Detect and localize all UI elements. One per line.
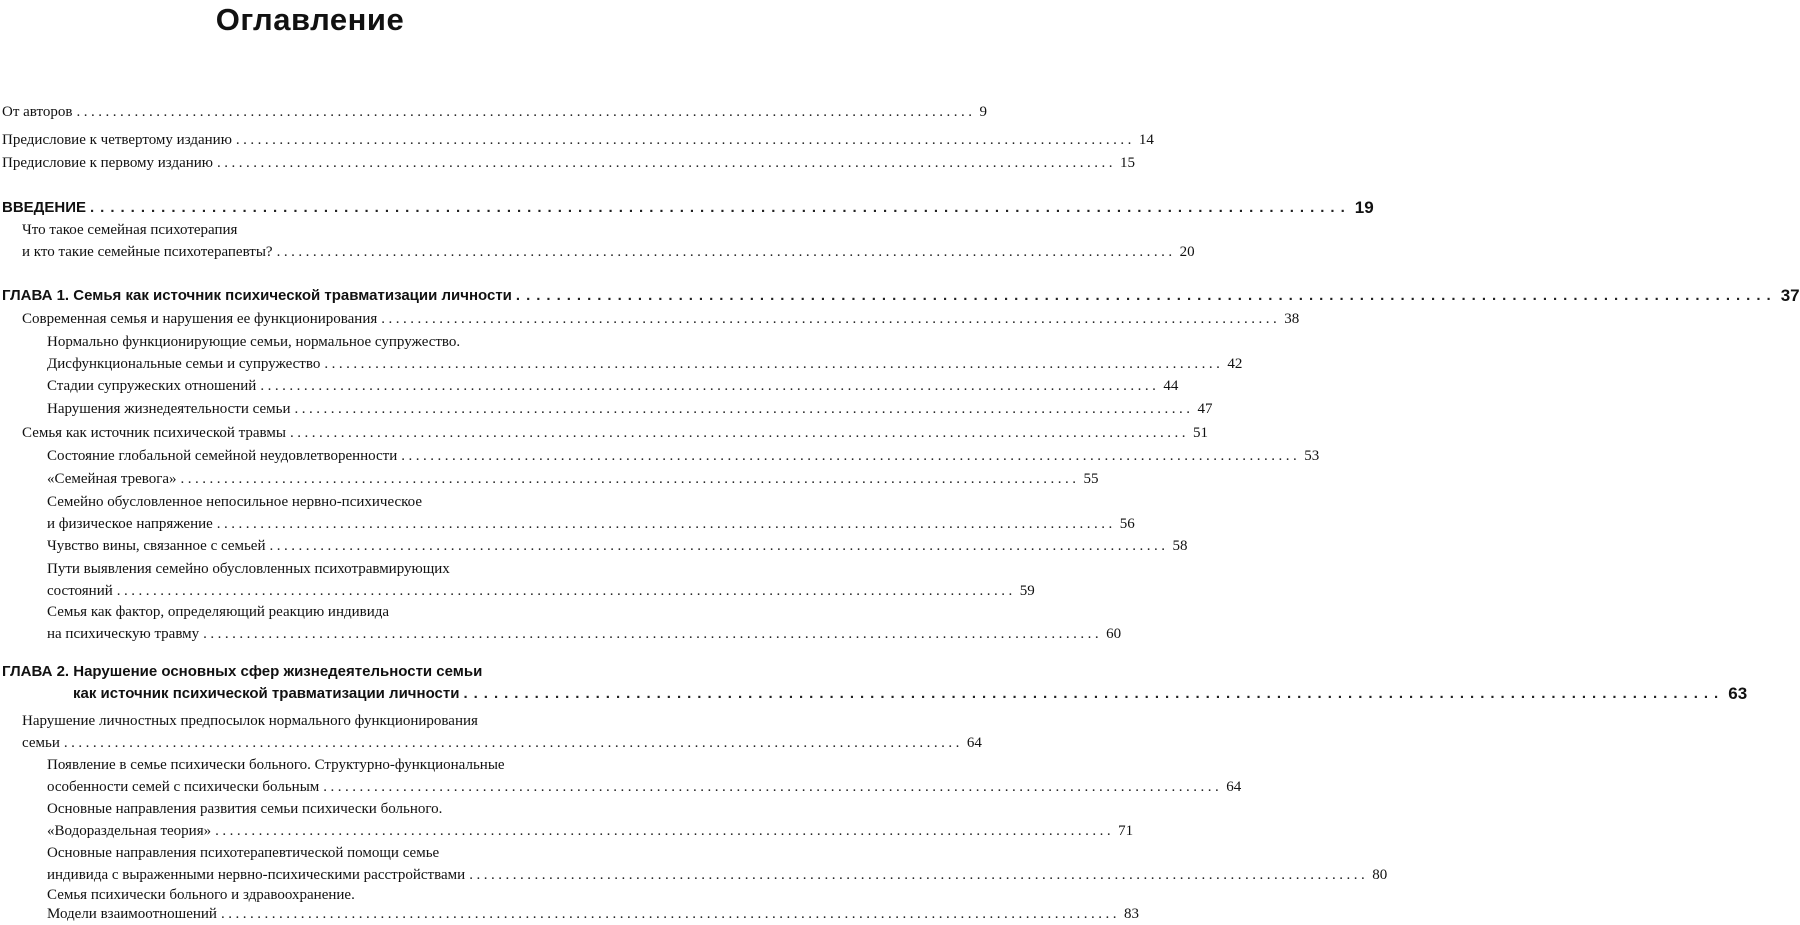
page-number: 19 bbox=[1354, 198, 1374, 217]
toc-entry-healthcare-models[interactable] bbox=[47, 884, 1139, 925]
page-number: 55 bbox=[1083, 471, 1099, 487]
toc-entry-psychotherapy-directions[interactable] bbox=[47, 842, 1388, 886]
entry-text-line1: Основные направления развития семьи психически больного. bbox=[47, 801, 443, 817]
toc-entry-mentally-ill-appearance[interactable] bbox=[47, 754, 1242, 798]
leader-dots: ............................................................................................................................ bbox=[203, 626, 1103, 642]
entry-text-line2: индивида с выраженными нервно-психическими расстройствами bbox=[47, 867, 466, 883]
entry-text-line1: Семья психически больного и здравоохранение. bbox=[47, 887, 355, 903]
page-number: 56 bbox=[1119, 516, 1135, 532]
entry-text-line2: на психическую травму bbox=[47, 626, 200, 642]
leader-dots: ............................................................................................................................ bbox=[116, 583, 1016, 599]
leader-dots: ............................................................................................................................ bbox=[235, 132, 1135, 148]
entry-text-line2: «Водораздельная теория» bbox=[47, 823, 212, 839]
toc-entry-personal-preconditions[interactable] bbox=[22, 710, 982, 754]
toc-entry-overstrain[interactable] bbox=[47, 491, 1135, 535]
page-number: 20 bbox=[1179, 244, 1195, 260]
leader-dots: ............................................................................................................................ bbox=[220, 906, 1120, 922]
toc-entry-development-directions[interactable] bbox=[47, 798, 1134, 842]
entry-text: От авторов bbox=[2, 104, 73, 120]
page-number: 37 bbox=[1780, 286, 1800, 305]
page-number: 63 bbox=[1728, 684, 1748, 703]
entry-text-line2: особенности семей с психически больным bbox=[47, 779, 320, 795]
entry-text: Чувство вины, связанное с семьей bbox=[47, 538, 266, 554]
page-number: 14 bbox=[1138, 132, 1154, 148]
entry-text: Стадии супружеских отношений bbox=[47, 378, 257, 394]
leader-dots: ............................................................................................................................ bbox=[276, 244, 1176, 260]
entry-text-line1: Нарушение личностных предпосылок нормального функционирования bbox=[22, 713, 478, 729]
entry-text: «Семейная тревога» bbox=[47, 471, 177, 487]
page-number: 60 bbox=[1106, 626, 1122, 642]
entry-text: Состояние глобальной семейной неудовлетворенности bbox=[47, 448, 398, 464]
toc-entry-detection-ways[interactable] bbox=[47, 558, 1035, 602]
entry-text-line2: Дисфункциональные семьи и супружество bbox=[47, 356, 321, 372]
page-number: 71 bbox=[1118, 823, 1134, 839]
leader-dots: ............................................................................................................................ bbox=[217, 155, 1117, 171]
page-number: 58 bbox=[1172, 538, 1188, 554]
entry-text-line2: состояний bbox=[47, 583, 113, 599]
page-title: Оглавление bbox=[215, 2, 405, 37]
entry-text: Предисловие к первому изданию bbox=[2, 155, 214, 171]
leader-dots: ............................................................................................................................ bbox=[294, 401, 1194, 417]
toc-entry-marriage-stages[interactable] bbox=[47, 375, 1179, 397]
toc-entry-modern-family[interactable] bbox=[22, 308, 1300, 330]
leader-dots: ............................................................................................................................ bbox=[216, 516, 1116, 532]
entry-text-line1: Что такое семейная психотерапия bbox=[22, 222, 238, 238]
leader-dots: ............................................................................................................................ bbox=[323, 779, 1223, 795]
toc-heading-chapter-1[interactable] bbox=[2, 285, 1800, 307]
page-number: 38 bbox=[1284, 311, 1300, 327]
page-number: 51 bbox=[1192, 425, 1208, 441]
entry-text-line1: Нормально функционирующие семьи, нормальное супружество. bbox=[47, 334, 461, 350]
toc-entry-preface-fourth[interactable] bbox=[2, 129, 1154, 151]
entry-text-line1: Семейно обусловленное непосильное нервно-психическое bbox=[47, 494, 423, 510]
toc-entry-from-authors[interactable] bbox=[2, 101, 987, 123]
toc-heading-chapter-2[interactable] bbox=[2, 661, 1748, 705]
heading-text-line2: как источник психической травматизации личности bbox=[73, 685, 460, 702]
entry-text: Предисловие к четвертому изданию bbox=[2, 132, 232, 148]
toc-entry-normal-families[interactable] bbox=[47, 331, 1243, 375]
page-number: 42 bbox=[1227, 356, 1243, 372]
leader-dots: ............................................................................................................................ bbox=[63, 735, 963, 751]
page-number: 53 bbox=[1304, 448, 1320, 464]
leader-dots: ............................................................................................................................ bbox=[260, 378, 1160, 394]
leader-dots: ............................................................................................................................ bbox=[269, 538, 1169, 554]
leader-dots: ............................................................................................................................ bbox=[515, 287, 1777, 304]
leader-dots: ............................................................................................................................ bbox=[401, 448, 1301, 464]
entry-text-line2: и физическое напряжение bbox=[47, 516, 213, 532]
entry-text-line2: семьи bbox=[22, 735, 60, 751]
toc-entry-family-anxiety[interactable] bbox=[47, 468, 1099, 490]
leader-dots: ............................................................................................................................ bbox=[180, 471, 1080, 487]
entry-text: Семья как источник психической травмы bbox=[22, 425, 286, 441]
heading-text: ГЛАВА 1. Семья как источник психической травматизации личности bbox=[2, 287, 512, 304]
leader-dots: ............................................................................................................................ bbox=[469, 867, 1369, 883]
entry-text-line1: Основные направления психотерапевтической помощи семье bbox=[47, 845, 440, 861]
page-number: 47 bbox=[1197, 401, 1213, 417]
leader-dots: ............................................................................................................................ bbox=[215, 823, 1115, 839]
page-number: 59 bbox=[1019, 583, 1035, 599]
entry-text-line1: Пути выявления семейно обусловленных психотравмирующих bbox=[47, 561, 450, 577]
page-number: 9 bbox=[979, 104, 987, 120]
toc-entry-family-disorders[interactable] bbox=[47, 398, 1213, 420]
heading-text-line1: ГЛАВА 2. Нарушение основных сфер жизнедеятельности семьи bbox=[2, 663, 483, 680]
toc-entry-global-dissatisfaction[interactable] bbox=[47, 445, 1320, 467]
toc-heading-introduction[interactable] bbox=[2, 197, 1374, 219]
page-number: 15 bbox=[1120, 155, 1136, 171]
toc-entry-family-trauma-source[interactable] bbox=[22, 422, 1208, 444]
entry-text: Современная семья и нарушения ее функционирования bbox=[22, 311, 378, 327]
entry-text-line2: Модели взаимоотношений bbox=[47, 906, 217, 922]
page-number: 64 bbox=[1226, 779, 1242, 795]
leader-dots: ............................................................................................................................ bbox=[324, 356, 1224, 372]
toc-entry-what-is-family-therapy[interactable] bbox=[22, 219, 1195, 263]
entry-text-line1: Появление в семье психически больного. Структурно-функциональные bbox=[47, 757, 505, 773]
page-number: 64 bbox=[966, 735, 982, 751]
leader-dots: ............................................................................................................................ bbox=[76, 104, 976, 120]
entry-text-line1: Семья как фактор, определяющий реакцию индивида bbox=[47, 604, 390, 620]
leader-dots: ............................................................................................................................ bbox=[381, 311, 1281, 327]
entry-text-line2: и кто такие семейные психотерапевты? bbox=[22, 244, 273, 260]
page-number: 83 bbox=[1123, 906, 1139, 922]
toc-entry-family-as-factor[interactable] bbox=[47, 601, 1122, 645]
leader-dots: ............................................................................................................................ bbox=[463, 685, 1725, 702]
leader-dots: ............................................................................................................................ bbox=[289, 425, 1189, 441]
page-number: 80 bbox=[1372, 867, 1388, 883]
leader-dots: ............................................................................................................................ bbox=[89, 199, 1351, 216]
heading-text: ВВЕДЕНИЕ bbox=[2, 199, 86, 216]
entry-text: Нарушения жизнедеятельности семьи bbox=[47, 401, 291, 417]
toc-entry-preface-first[interactable] bbox=[2, 152, 1136, 174]
toc-entry-guilt[interactable] bbox=[47, 535, 1188, 557]
page-number: 44 bbox=[1163, 378, 1179, 394]
